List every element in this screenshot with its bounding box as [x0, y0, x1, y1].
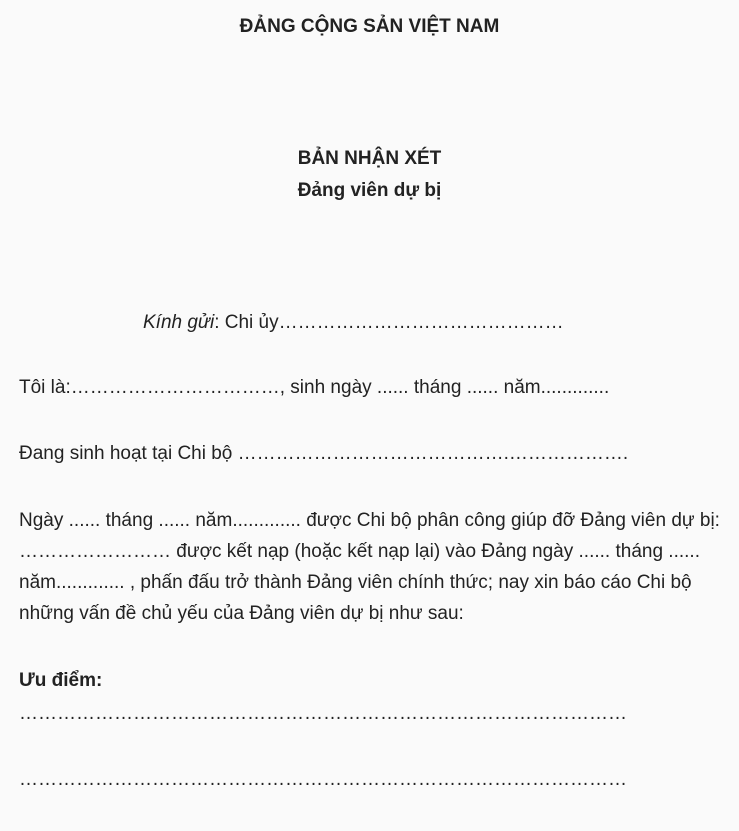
- recipient-text: : Chi ủy………………………………………: [214, 312, 564, 333]
- strengths-heading: Ưu điểm:: [19, 670, 103, 691]
- document-title: BẢN NHẬN XÉT: [297, 148, 442, 169]
- recipient-line: [143, 312, 564, 334]
- strengths-line-2: ……………………………………………………………………………………: [19, 769, 627, 790]
- assignment-paragraph: Ngày ...... tháng ...... năm............. được Chi bộ phân công giúp đỡ Đảng viên dự bị: …………………… được kết nạp (hoặc kết nạp lại) vào Đảng ngày ...... tháng ...... năm............. , phấn đấu trở thành Đảng viên chính thức; nay xin báo cáo Chi bộ những vấn đề chủ yếu của Đảng viên dự bị như sau:: [19, 510, 720, 624]
- strengths-line-1: ……………………………………………………………………………………: [19, 703, 627, 724]
- document-subtitle: Đảng viên dự bị: [297, 180, 442, 201]
- name-birth-field: Tôi là:……………………………, sinh ngày ...... tháng ...... năm.............: [19, 377, 610, 398]
- recipient-label: Kính gửi: [143, 312, 215, 333]
- party-cell-field: Đang sinh hoạt tại Chi bộ …………………………………….……………….: [19, 443, 629, 464]
- party-name-header: ĐẢNG CỘNG SẢN VIỆT NAM: [239, 16, 500, 37]
